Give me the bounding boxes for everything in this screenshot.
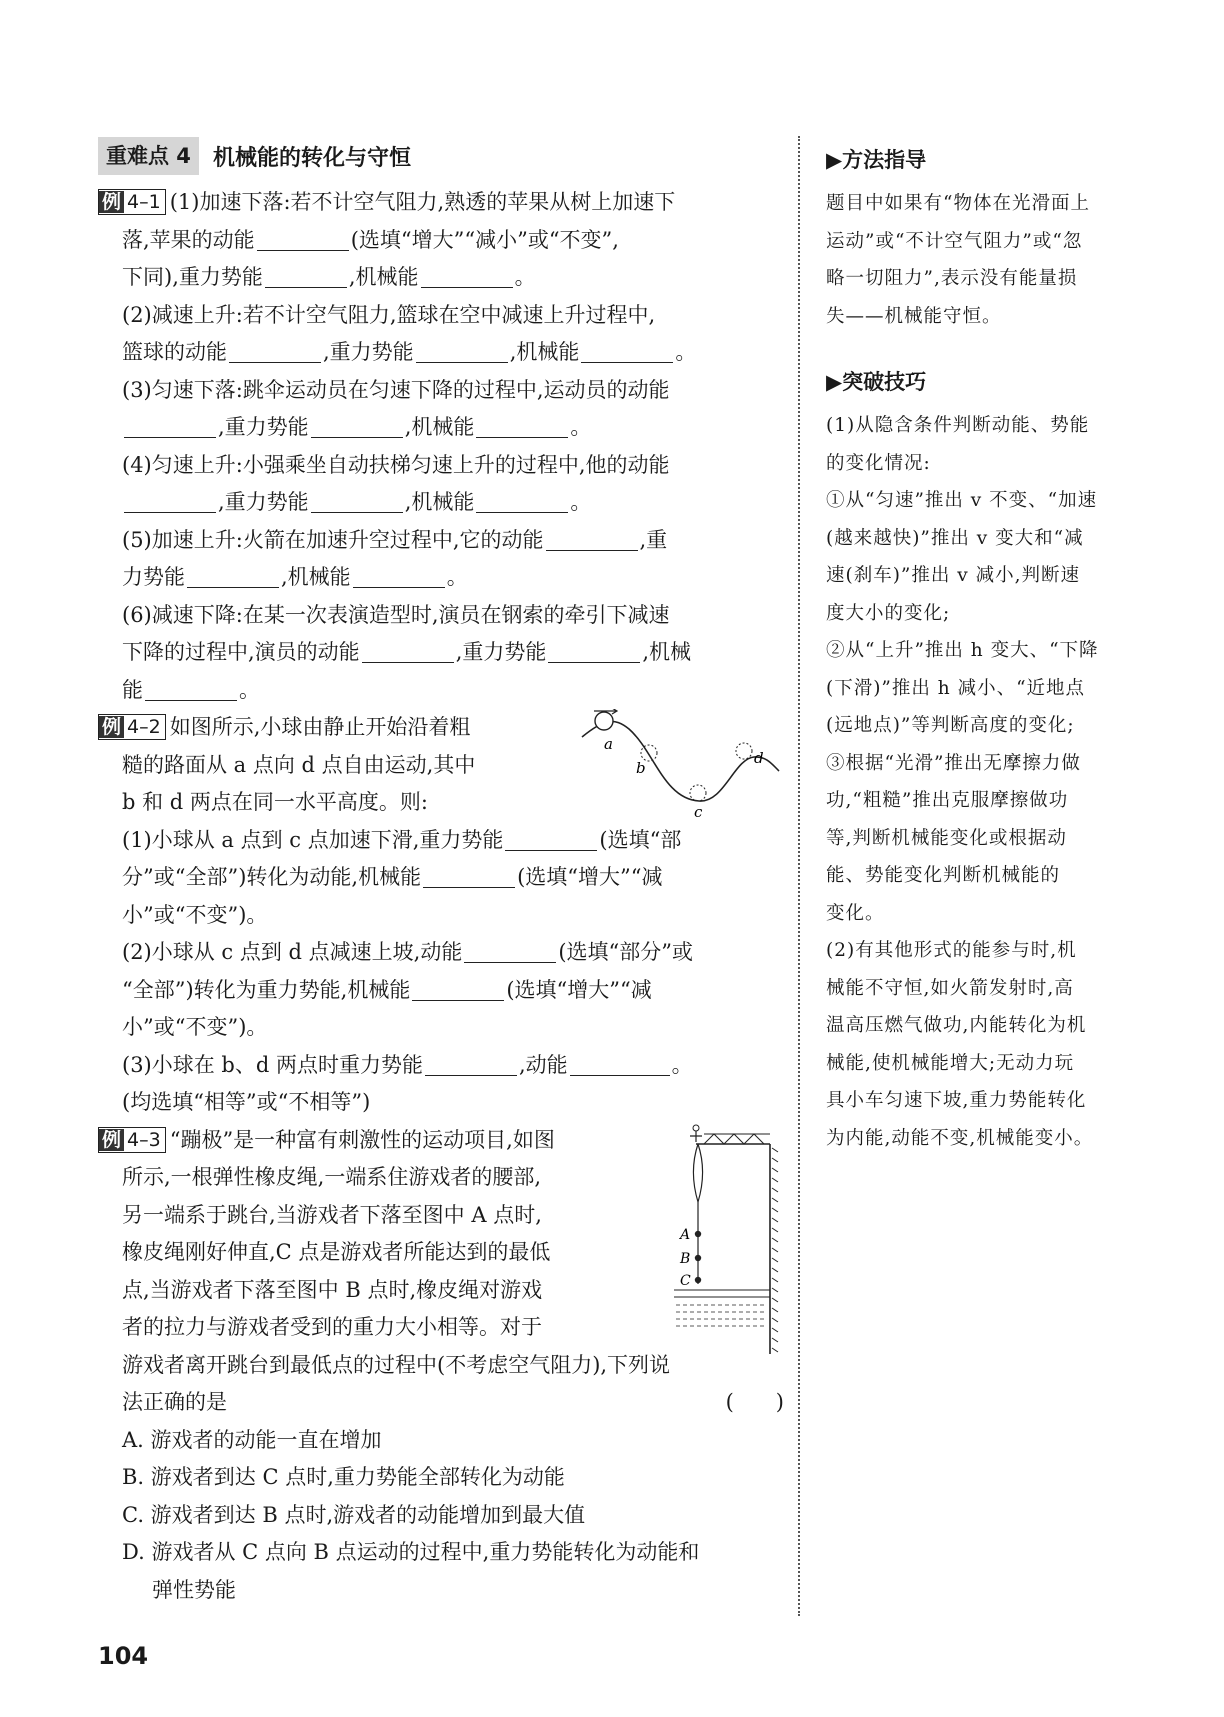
answer-blank[interactable]: [476, 413, 568, 438]
jumper-head-icon: [693, 1125, 699, 1131]
tips-line: ①从“匀速”推出 v 不变、“加速: [826, 490, 1098, 511]
point-c: [695, 1276, 701, 1282]
answer-blank[interactable]: [124, 488, 216, 513]
example-label: 例 4–3: [98, 1127, 166, 1153]
option-d[interactable]: D. 游戏者从 C 点向 B 点运动的过程中,重力势能转化为动能和: [122, 1540, 700, 1564]
tips-line: 温高压燃气做功,内能转化为机: [826, 1015, 1087, 1036]
ball-icon: [595, 712, 613, 730]
tips-line: (越来越快)”推出 v 变大和“减: [826, 527, 1084, 549]
method-line: 题目中如果有“物体在光滑面上: [826, 193, 1090, 214]
point-b: [695, 1254, 701, 1260]
label-c: c: [694, 803, 703, 819]
answer-blank[interactable]: [362, 638, 454, 663]
example-label: 例 4–2: [98, 714, 166, 740]
option-d-cont: 弹性势能: [152, 1577, 236, 1602]
tower-hatch: [772, 1148, 778, 1352]
tips-line: 具小车匀速下坡,重力势能转化: [826, 1090, 1087, 1111]
tips-line: 械能,使机械能增大;无动力玩: [826, 1052, 1075, 1074]
platform-truss: [704, 1134, 770, 1144]
tips-line: 速(刹车)”推出 v 减小,判断速: [826, 565, 1080, 586]
section-header: [98, 136, 784, 176]
option-b[interactable]: B. 游戏者到达 C 点时,重力势能全部转化为动能: [122, 1465, 565, 1489]
column-divider: [798, 136, 800, 1616]
tips-line: (1)从隐含条件判断动能、势能: [826, 415, 1090, 436]
tips-line: 变化。: [826, 902, 885, 924]
example-4-3: A B C 例 4–3 “蹦极”是一种富有刺激性的运动项目,如图 所示,一根弹性橡皮绳,一端系住游戏者的腰部, 另一端系于跳台,当游戏者下落至图中 A 点时, 橡皮绳刚好伸直,C 点是游戏者所能达到的最低 点,当游戏者下落至图中 B 点时,橡皮绳对游戏 者的拉力与游戏者受到的重力大小相等。对于 游戏者离开跳台到最低点的过程中(不考虑空气阻力),下列说 法正确的是 ( ) A. 游戏者的动能一直在增加 B. 游戏者到达 C 点时,重力势能全部转化为动能 C. 游戏者到达 B 点时,游戏者的动能增加到最大值 D. 游戏者从 C 点向 B 点运动的过程中,重力势能转化为动能和 弹性势能: [98, 1122, 784, 1610]
tips-line: 功,“粗糙”推出克服摩擦做功: [826, 790, 1069, 811]
answer-blank[interactable]: [423, 863, 515, 888]
label-a: a: [604, 735, 613, 753]
tips-line: (下滑)”推出 h 减小、“近地点: [826, 677, 1086, 699]
ball-c-icon: [690, 785, 706, 801]
answer-blank[interactable]: [581, 338, 673, 363]
label-C: C: [680, 1272, 691, 1289]
method-line: 略一切阻力”,表示没有能量损: [826, 268, 1078, 289]
tips-line: 等,判断机械能变化或根据动: [826, 827, 1067, 849]
answer-blank[interactable]: [353, 563, 445, 588]
point-a: [695, 1230, 701, 1236]
answer-blank[interactable]: [548, 638, 640, 663]
answer-blank[interactable]: [425, 1051, 517, 1076]
tips-heading: ▶突破技巧: [826, 370, 927, 394]
answer-blank[interactable]: [187, 563, 279, 588]
tips-line: 能、势能变化判断机械能的: [826, 865, 1061, 886]
ball-d-icon: [736, 743, 752, 759]
answer-blank[interactable]: [124, 413, 216, 438]
example-label: 例 4–1: [98, 189, 166, 215]
answer-blank[interactable]: [265, 263, 347, 288]
answer-blank[interactable]: [311, 413, 403, 438]
answer-blank[interactable]: [229, 338, 321, 363]
side-column: [826, 145, 1122, 1157]
bungee-figure: [674, 1122, 784, 1357]
section-title: 机械能的转化与守恒: [212, 145, 411, 171]
answer-blank[interactable]: [476, 488, 568, 513]
tips-line: 度大小的变化;: [826, 602, 951, 624]
tips-line: (2)有其他形式的能参与时,机: [826, 940, 1077, 961]
answer-blank[interactable]: [412, 976, 504, 1001]
answer-parentheses[interactable]: ( ): [725, 1390, 784, 1414]
wavy-road-figure: [574, 709, 784, 819]
rope-loop: [694, 1144, 703, 1202]
main-column: [98, 136, 784, 1609]
option-a[interactable]: A. 游戏者的动能一直在增加: [122, 1427, 382, 1452]
method-body: [826, 185, 1122, 335]
method-line: 运动”或“不计空气阻力”或“忽: [826, 230, 1083, 252]
answer-blank[interactable]: [546, 526, 638, 551]
tips-line: 的变化情况:: [826, 452, 931, 474]
label-b: b: [636, 759, 646, 777]
answer-blank[interactable]: [570, 1051, 670, 1076]
road-curve: [582, 721, 779, 801]
answer-blank[interactable]: [505, 826, 597, 851]
label-B: B: [680, 1250, 691, 1267]
answer-blank[interactable]: [416, 338, 508, 363]
method-heading: ▶方法指导: [826, 148, 927, 172]
label-A: A: [680, 1226, 691, 1243]
water-line: [674, 1290, 770, 1297]
answer-blank[interactable]: [421, 263, 513, 288]
water-waves: [674, 1305, 764, 1326]
method-line: 失——机械能守恒。: [826, 305, 1002, 327]
option-c[interactable]: C. 游戏者到达 B 点时,游戏者的动能增加到最大值: [122, 1502, 586, 1527]
answer-blank[interactable]: [257, 226, 349, 251]
tips-body: [826, 407, 1122, 1157]
tips-line: ③根据“光滑”推出无摩擦力做: [826, 752, 1081, 774]
section-tag: 重难点 4: [98, 137, 199, 175]
answer-blank[interactable]: [145, 676, 237, 701]
tips-line: (远地点)”等判断高度的变化;: [826, 715, 1075, 736]
page-number: 104: [98, 1642, 149, 1670]
tips-line: ②从“上升”推出 h 变大、“下降: [826, 640, 1099, 661]
example-4-1: 例 4–1 (1)加速下落:若不计空气阻力,熟透的苹果从树上加速下 落,苹果的动能 (选填“增大”“减小”或“不变”, 下同),重力势能 ,机械能 。 (2)减速上升:若不计空气阻力,篮球在空中减速上升过程中, 篮球的动能 ,重力势能 ,机械能 。 (3)匀速下落:跳伞运动员在匀速下降的过程中,运动员的动能 ,重力势能 ,机械能 。 (4)匀速上升:小强乘坐自动扶梯匀速上升的过程中,他的动能 ,重力势能 ,机械能 。 (5)加速上升:火箭在加速升空过程中,它的动能 ,重 力势能 ,机械能 。 (6)减速下降:在某一次表演造型时,演员在钢索的牵引下减速 下降的过程中,演员的动能 ,重力势能 ,机械 能 。: [98, 184, 784, 709]
jumper-icon: [690, 1131, 702, 1142]
answer-blank[interactable]: [464, 938, 556, 963]
label-d: d: [754, 749, 764, 767]
tips-line: 为内能,动能不变,机械能变小。: [826, 1127, 1094, 1149]
answer-blank[interactable]: [311, 488, 403, 513]
example-4-2: a b c d 例 4–2 如图所示,小球由静止开始沿着粗 糙的路面从 a 点向 d 点自由运动,其中 b 和 d 两点在同一水平高度。则: (1)小球从 a 点到 c 点加速下滑,重力势能 (选填“部 分”或“全部”)转化为动能,机械能 (选填“增大”“减 小”或“不变”)。 (2)小球从 c 点到 d 点减速上坡,动能 (选填“部分”或 “全部”)转化为重力势能,机械能 (选填“增大”“减 小”或“不变”)。 (3)小球在 b、d 两点时重力势能 ,动能 。 (均选填“相等”或“不相等”): [98, 709, 784, 1122]
tips-line: 械能不守恒,如火箭发射时,高: [826, 977, 1074, 999]
